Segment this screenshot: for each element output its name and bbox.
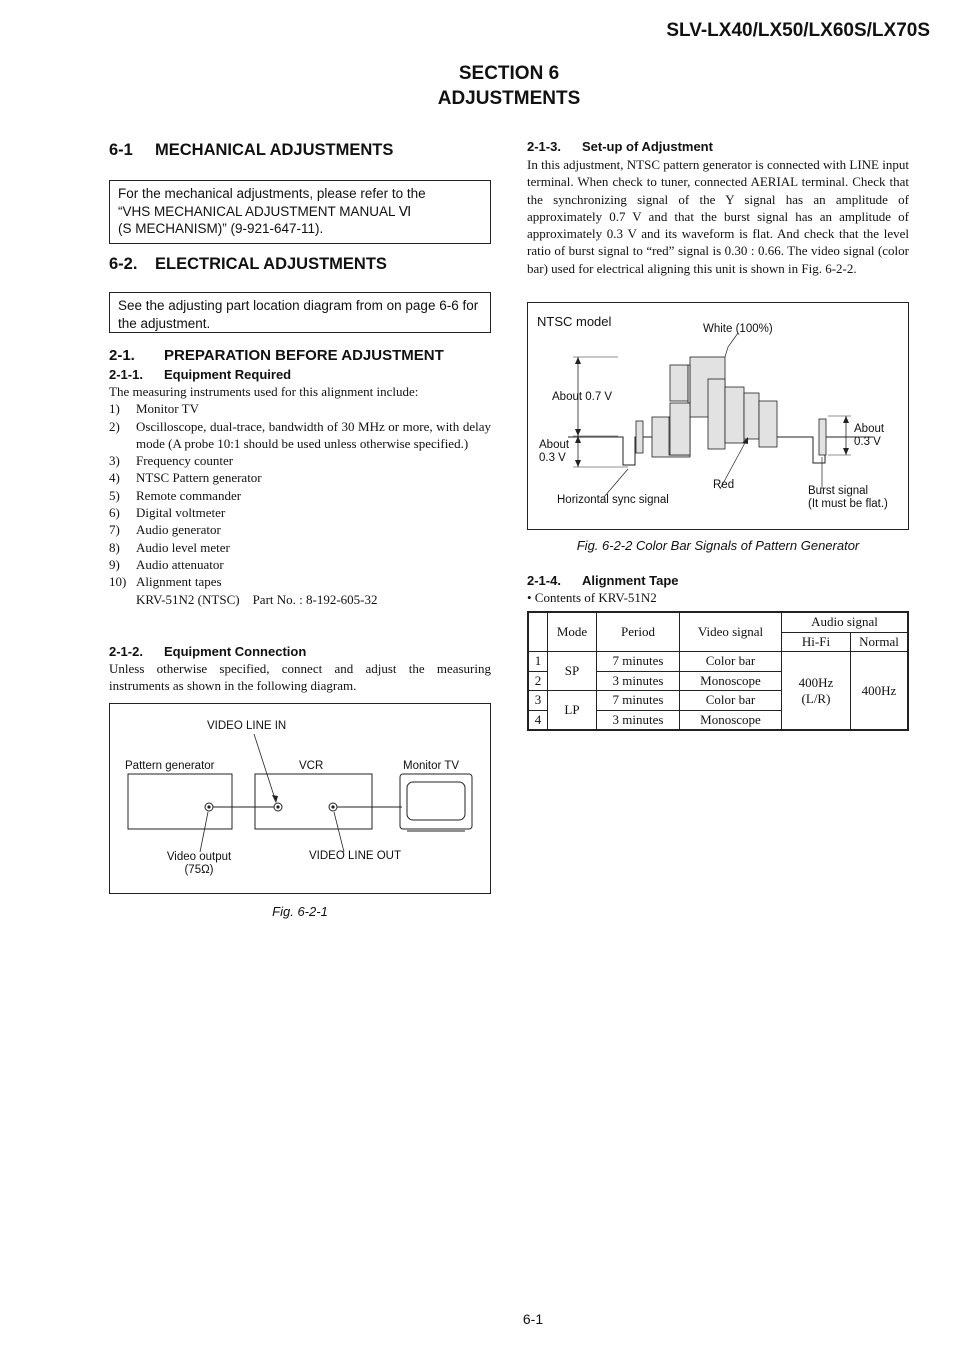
header-period: Period (597, 612, 680, 652)
mech-heading-number: 6-1 (109, 141, 133, 159)
model-header: SLV-LX40/LX50/LX60S/LX70S (666, 20, 930, 41)
table-header-row (528, 612, 908, 632)
equip-req-number: 2-1-1. (109, 367, 143, 382)
list-item: 5) Remote commander (109, 487, 242, 503)
list-item: 2) Oscilloscope, dual-trace, bandwidth of 30 MHz or more, with delay mode (A probe 10:1 should be used unless otherwise specified.) (109, 418, 491, 451)
equip-req-title: Equipment Required (164, 367, 292, 382)
align-heading (527, 573, 679, 588)
color-bar-waveform (652, 365, 777, 457)
page-number: 6-1 (522, 1311, 544, 1327)
video-line-out-label: VIDEO LINE OUT (309, 850, 402, 862)
tape-part-line: KRV-51N2 (NTSC) Part No. : 8-192-605-32 (136, 591, 378, 607)
video-line-in-label: VIDEO LINE IN (207, 720, 287, 732)
equip-conn-heading (109, 644, 306, 659)
section-number: SECTION 6 (458, 63, 560, 84)
prep-heading-title: PREPARATION BEFORE ADJUSTMENT (164, 347, 444, 364)
elec-heading-title: ELECTRICAL ADJUSTMENTS (155, 255, 387, 273)
color-bar-signal-diagram (527, 302, 909, 530)
table-row: 4 3 minutes Monoscope (528, 710, 908, 730)
mode-lp: LP (548, 691, 597, 731)
about-07v-label: About 0.7 V (552, 391, 613, 403)
table-row: 1 SP 7 minutes Color bar 400Hz (L/R) 400Hz (528, 652, 908, 672)
header-hifi: Hi-Fi (782, 632, 851, 652)
align-title: Alignment Tape (582, 573, 679, 588)
equip-conn-number: 2-1-2. (109, 644, 143, 659)
list-item: 6) Digital voltmeter (109, 505, 226, 521)
mech-note-line-1: For the mechanical adjustments, please refer to the (118, 186, 426, 201)
setup-text: In this adjustment, NTSC pattern generator is connected with LINE input terminal. When check to tuner, connected AERIAL terminal. Check that the synchronizing signal of the Y signal has an amplitude of approximately 0.7 V and that the burst signal has an amplitude of approximately 0.3 V and its waveform is flat. And check that the level ratio of burst signal to “red” signal is 0.30 : 0.66. The video signal (color bar) used for electrical aligning this unit is shown in Fig. 6-2-2. (527, 157, 909, 276)
ntsc-model-label: NTSC model (537, 314, 612, 329)
elec-note-box (109, 292, 491, 333)
equip-req-heading (109, 367, 291, 382)
monitor-tv-label: Monitor TV (403, 760, 460, 772)
vcr-label: VCR (299, 760, 324, 772)
list-item: 1) Monitor TV (109, 401, 199, 417)
section-name: ADJUSTMENTS (437, 88, 581, 109)
list-item: 4) NTSC Pattern generator (109, 470, 262, 486)
mech-note-line-2: “VHS MECHANICAL ADJUSTMENT MANUAL Ⅵ (118, 203, 412, 219)
video-output-label: Video output (75Ω) (163, 851, 235, 877)
table-row: 3 LP 7 minutes Color bar (528, 691, 908, 711)
prep-heading-number: 2-1. (109, 347, 135, 364)
hifi-value: 400Hz (L/R) (782, 652, 851, 731)
pattern-generator-box (128, 774, 232, 829)
mode-sp: SP (548, 652, 597, 691)
equip-conn-text: Unless otherwise specified, connect and adjust the measuring instruments as shown in the following diagram. (109, 661, 491, 694)
setup-number: 2-1-3. (527, 139, 561, 154)
about-03v-left-label: About 0.3 V (539, 439, 570, 464)
align-contents: • Contents of KRV-51N2 (527, 590, 657, 605)
mech-heading-title: MECHANICAL ADJUSTMENTS (155, 141, 394, 159)
white-label: White (100%) (703, 323, 773, 335)
mech-note-line-3: (S MECHANISM)” (9-921-647-11). (118, 221, 324, 236)
monitor-screen (407, 782, 465, 820)
list-item: 9) Audio attenuator (109, 556, 224, 572)
header-normal: Normal (851, 632, 909, 652)
ohms-label: (75Ω) (184, 864, 214, 876)
list-item: 7) Audio generator (109, 522, 221, 538)
normal-value: 400Hz (851, 652, 909, 731)
equip-req-block (109, 383, 491, 608)
hsync-label: Horizontal sync signal (557, 494, 669, 506)
header-mode: Mode (548, 612, 597, 652)
elec-note-text: See the adjusting part location diagram from on page 6-6 for the adjustment. (118, 298, 479, 331)
list-item: 3) Frequency counter (109, 453, 234, 469)
section-title (0, 61, 954, 111)
fig1-caption: Fig. 6-2-1 (272, 904, 328, 919)
table-row: 2 3 minutes Monoscope (528, 671, 908, 691)
connection-diagram (109, 703, 491, 894)
elec-heading (109, 255, 387, 274)
about-03v-right-label: About 0.3 V (854, 423, 885, 448)
list-item (109, 591, 491, 608)
list-item: 8) Audio level meter (109, 539, 230, 555)
equip-list (109, 400, 491, 608)
prep-heading (109, 347, 444, 364)
equip-conn-title: Equipment Connection (164, 644, 307, 659)
pattern-generator-label: Pattern generator (125, 760, 215, 772)
alignment-tape-table (527, 611, 909, 731)
align-number: 2-1-4. (527, 573, 561, 588)
setup-title: Set-up of Adjustment (582, 139, 713, 154)
mech-heading (109, 141, 393, 160)
list-item: 10) Alignment tapes (109, 574, 222, 590)
header-audio-signal: Audio signal (782, 612, 909, 632)
header-video-signal: Video signal (680, 612, 782, 652)
burst-label: Burst signal (It must be flat.) (808, 485, 888, 510)
elec-heading-number: 6-2. (109, 255, 138, 273)
red-label: Red (713, 479, 735, 491)
mech-note-box (109, 180, 491, 244)
fig2-caption: Fig. 6-2-2 Color Bar Signals of Pattern Generator (576, 538, 860, 553)
equip-req-intro: The measuring instruments used for this alignment include: (109, 384, 419, 399)
vcr-box (255, 774, 372, 829)
setup-heading (527, 139, 713, 154)
